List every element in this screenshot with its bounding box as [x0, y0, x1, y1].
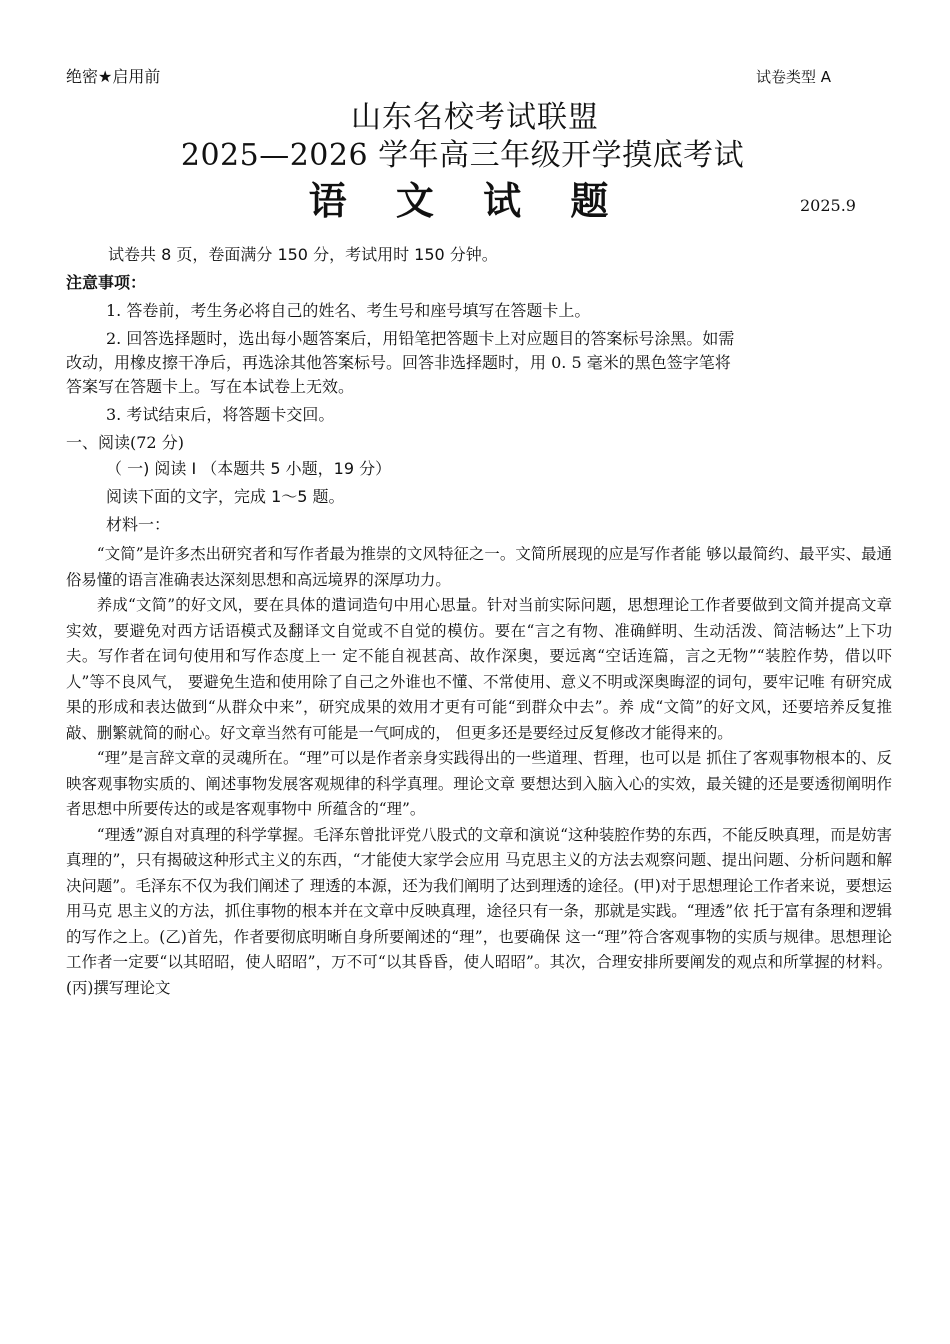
passage-paragraph-3: “理”是言辞文章的灵魂所在。“理”可以是作者亲身实践得出的一些道理、哲理，也可以是 抓住了客观事物根本的、反映客观事物实质的、阐述事物发展客观规律的科学真理。理论文章 要想达到入脑入心的实效，最关键的还是要透彻阐明作者思想中所要传达的或是客观事物中 所蕴含的“理”。: [66, 749, 892, 818]
exam-date: 2025.9: [800, 196, 856, 215]
reading-1-heading: （ 一) 阅读 I （本题共 5 小题，19 分）: [106, 459, 392, 478]
notice-2-line-1: 2. 回答选择题时，选出每小题答案后，用铅笔把答题卡上对应题目的答案标号涂黑。如需: [106, 329, 735, 348]
notice-title: 注意事项：: [66, 273, 147, 292]
notice-3: 3. 考试结束后，将答题卡交回。: [106, 405, 335, 424]
notice-1: 1. 答卷前，考生务必将自己的姓名、考生号和座号填写在答题卡上。: [106, 301, 591, 320]
exam-summary: 试卷共 8 页，卷面满分 150 分，考试用时 150 分钟。: [108, 245, 498, 264]
notice-2-line-2: 改动，用橡皮擦干净后，再选涂其他答案标号。回答非选择题时，用 0. 5 毫米的黑色签字笔将: [66, 353, 731, 372]
exam-title: 2025—2026 学年高三年级开学摸底考试: [180, 138, 745, 173]
reading-instruction: 阅读下面的文字，完成 1～5 题。: [106, 487, 345, 506]
org-title: 山东名校考试联盟: [351, 100, 599, 135]
passage-paragraph-1: “文简”是许多杰出研究者和写作者最为推崇的文风特征之一。文简所展现的应是写作者能 够以最简约、最平实、最通俗易懂的语言准确表达深刻思想和高远境界的深厚功力。: [66, 545, 892, 589]
part-1-heading: 一、阅读(72 分): [66, 433, 184, 452]
passage-paragraph-4: “理透”源自对真理的科学掌握。毛泽东曾批评党八股式的文章和演说“这种装腔作势的东西，不能反映真理，而是妨害真理的”，只有揭破这种形式主义的东西，“才能使大家学会应用 马克思主义的方法去观察问题、提出问题、分析问题和解决问题”。毛泽东不仅为我们阐述了 理透的本源，还为我们阐明了达到理透的途径。(甲)对于思想理论工作者来说，要想运用马克 思主义的方法，抓住事物的根本并在文章中反映真理，途径只有一条，那就是实践。“理透”依 托于富有条理和逻辑的写作之上。(乙)首先，作者要彻底明晰自身所要阐述的“理”，也要确保 这一“理”符合客观事物的实质与规律。思想理论工作者一定要“以其昭昭，使人昭昭”，万不可“以其昏昏，使人昭昭”。其次，合理安排所要阐发的观点和所掌握的材料。(丙)撰写理论文: [66, 825, 892, 997]
confidential-label: 绝密★启用前: [66, 67, 161, 86]
material-1-label: 材料一：: [106, 515, 171, 534]
passage-paragraph-2: 养成“文简”的好文风，要在具体的遣词造句中用心思量。针对当前实际问题，思想理论工作者要做到文简并提高文章实效，要避免对西方话语模式及翻译文自觉或不自觉的模仿。要在“言之有物、准确鲜明、生动活泼、简洁畅达”上下功夫。写作者在词句使用和写作态度上一 定不能自视甚高、故作深奥，要远离“空话连篇，言之无物”“装腔作势，借以吓人”等不良风气， 要避免生造和使用除了自己之外谁也不懂、不常使用、意义不明或深奥晦涩的词句，要牢记唯 有研究成果的形成和表达做到“从群众中来”，研究成果的效用才更有可能“到群众中去”。养 成“文简”的好文风，还要培养反复推敲、删繁就简的耐心。好文章当然有可能是一气呵成的， 但更多还是要经过反复修改才能得来的。: [66, 596, 892, 742]
notice-2-line-3: 答案写在答题卡上。写在本试卷上无效。: [66, 377, 355, 396]
subject-title: 语 文 试 题: [308, 178, 627, 223]
paper-type-label: 试卷类型 A: [756, 68, 832, 86]
passage: [66, 542, 892, 1001]
